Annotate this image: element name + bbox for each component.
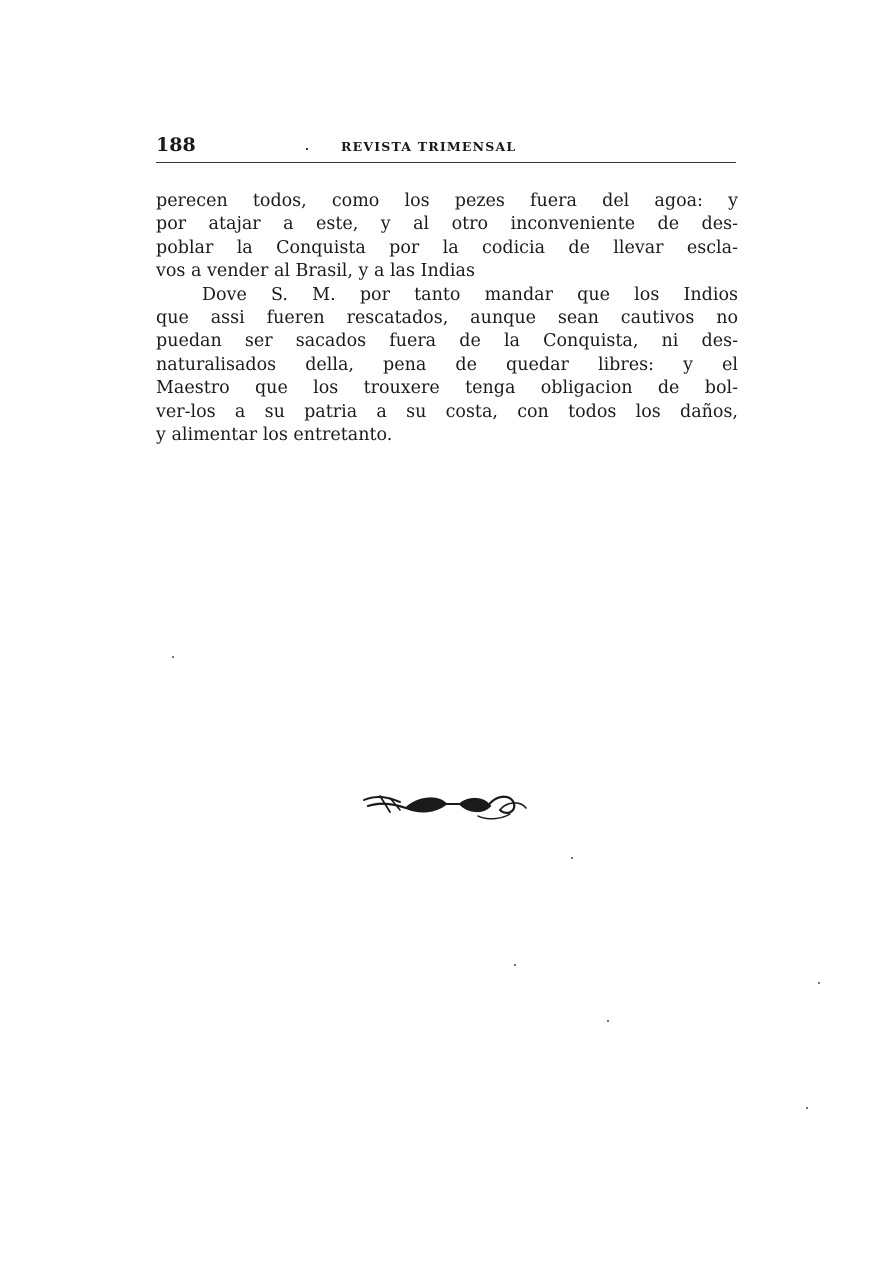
paper-speck <box>571 857 573 859</box>
header-rule <box>156 162 736 163</box>
text-line: por atajar a este, y al otro inconveniente de des- <box>156 214 738 235</box>
text-line: que assi fueren rescatados, aunque sean cautivos no <box>156 307 738 328</box>
text-line: puedan ser sacados fuera de la Conquista, ni des- <box>156 331 738 352</box>
text-line: ver-los a su patria a su costa, con todos los daños, <box>156 401 738 422</box>
paper-speck <box>514 964 516 966</box>
text-line: naturalisados della, pena de quedar libres: y el <box>156 354 738 375</box>
text-line: y alimentar los entretanto. <box>156 424 393 445</box>
running-head <box>156 134 736 160</box>
text-line: Dove S. M. por tanto mandar que los Indios <box>202 284 738 305</box>
paper-speck <box>607 1020 609 1022</box>
paper-speck <box>806 1107 808 1109</box>
header-speck <box>306 148 308 150</box>
body-paragraphs <box>156 190 738 447</box>
text-line: poblar la Conquista por la codicia de llevar escla- <box>156 237 738 258</box>
paper-speck <box>172 656 174 658</box>
fleuron-ornament-icon <box>360 790 530 826</box>
text-line: perecen todos, como los pezes fuera del agoa: y <box>156 191 738 211</box>
page-number: 188 <box>156 134 196 156</box>
text-line: vos a vender al Brasil, y a las Indias <box>156 261 475 282</box>
paper-speck <box>818 982 820 984</box>
journal-title: REVISTA TRIMENSAL <box>341 139 517 154</box>
text-line: Maestro que los trouxere tenga obligacion de bol- <box>156 378 738 399</box>
